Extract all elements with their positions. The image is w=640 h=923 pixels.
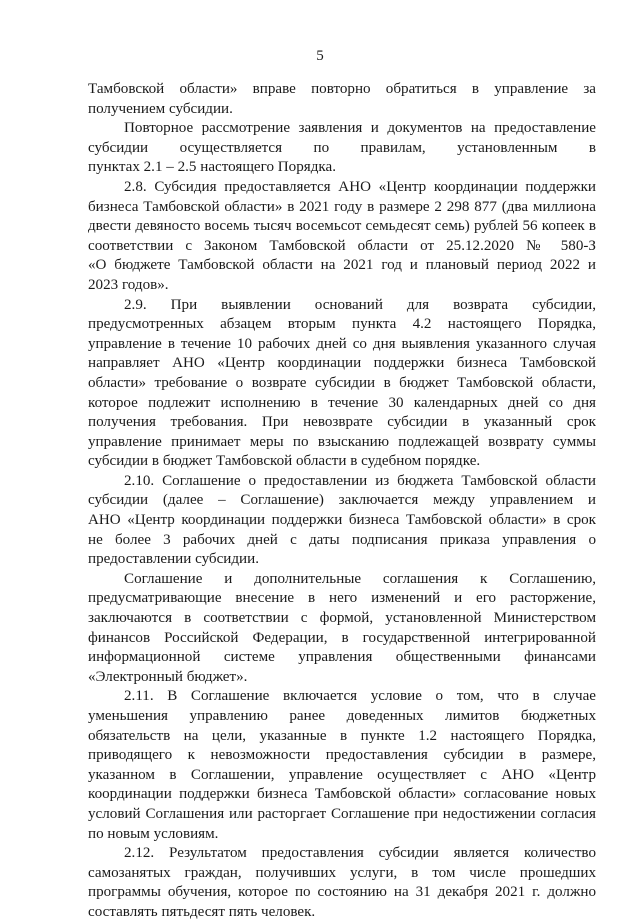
text-line: составлять пятьдесят пять человек. xyxy=(88,903,316,920)
text-line: которое подлежит исполнению в течение 30 календарных дней со дня xyxy=(88,394,596,411)
text-line: управление принимает меры по взысканию подлежащей возврату суммы xyxy=(88,433,596,450)
text-line: АНО «Центр координации поддержки бизнеса Тамбовской области» в срок xyxy=(88,512,596,529)
text-line: управление в течение 10 рабочих дней со дня выявления указанного случая xyxy=(88,335,596,352)
text-line: «О бюджете Тамбовской области на 2021 год и плановый период 2022 и xyxy=(88,257,596,274)
text-line: получением субсидии. xyxy=(88,100,233,117)
text-line: финансов Российской Федерации, в государственной интегрированной xyxy=(88,629,596,646)
text-line: уменьшения управлению ранее доведенных лимитов бюджетных xyxy=(88,708,596,724)
text-line: условий Соглашения или расторгает Соглашение при недостижении согласия xyxy=(88,805,596,822)
text-line: 2.11. В Соглашение включается условие о том, что в случае xyxy=(124,688,596,705)
text-line: бизнеса Тамбовской области» в 2021 году в размере 2 298 877 (два миллиона xyxy=(88,198,596,215)
text-line: 2.8. Субсидия предоставляется АНО «Центр координации поддержки xyxy=(124,178,596,195)
text-line: самозанятых граждан, получивших услуги, в том числе прошедших xyxy=(88,864,596,881)
text-line: получения требования. При невозврате субсидии в указанный срок xyxy=(88,414,596,431)
text-line: предусмотренных абзацем вторым пункта 4.2 настоящего Порядка, xyxy=(88,316,596,333)
text-line: предоставлении субсидии. xyxy=(88,551,259,568)
text-line: 2.10. Соглашение о предоставлении из бюджета Тамбовской области xyxy=(124,472,596,489)
text-line: предусматривающие внесение в него изменений и его расторжение, xyxy=(88,590,596,607)
text-line: субсидии осуществляется по правилам, установленным в xyxy=(88,139,596,156)
text-line: области» требование о возврате субсидии в бюджет Тамбовской области, xyxy=(88,374,596,391)
text-line: соответствии с Законом Тамбовской области от 25.12.2020 № 580-З xyxy=(88,237,596,254)
text-line: координации поддержки бизнеса Тамбовской области» согласование новых xyxy=(88,786,596,803)
text-line: программы обучения, которое по состоянию на 31 декабря 2021 г. должно xyxy=(88,884,596,901)
text-line: Соглашение и дополнительные соглашения к Соглашению, xyxy=(124,570,596,587)
text-line: пунктах 2.1 – 2.5 настоящего Порядка. xyxy=(88,159,336,176)
text-line: заключаются в соответствии с формой, установленной Министерством xyxy=(88,610,596,627)
text-line: субсидии в бюджет Тамбовской области в судебном порядке. xyxy=(88,453,481,470)
text-line: двести девяносто восемь тысяч восемьсот семьдесят семь) рублей 56 копеек в xyxy=(88,218,596,235)
document-body xyxy=(88,80,596,923)
text-line: приводящего к невозможности предоставления субсидии в размере, xyxy=(88,747,596,764)
text-line: «Электронный бюджет». xyxy=(88,668,248,685)
text-line: 2.12. Результатом предоставления субсидии является количество xyxy=(124,845,596,862)
text-line: обязательств на цели, указанные в пункте 1.2 настоящего Порядка, xyxy=(88,727,596,744)
text-line: не более 3 рабочих дней с даты подписания приказа управления о xyxy=(88,531,596,548)
text-line: Повторное рассмотрение заявления и документов на предоставление xyxy=(124,120,596,137)
text-line: 2023 годов». xyxy=(88,276,169,293)
page-number: 5 xyxy=(316,48,324,64)
text-line: информационной системе управления общественными финансами xyxy=(88,649,596,666)
text-line: по новым условиям. xyxy=(88,825,219,842)
text-line: Тамбовской области» вправе повторно обратиться в управление за xyxy=(88,81,596,97)
text-line: 2.9. При выявлении оснований для возврата субсидии, xyxy=(124,296,596,313)
text-line: субсидии (далее – Соглашение) заключается между управлением и xyxy=(88,492,596,509)
text-line: направляет АНО «Центр координации поддержки бизнеса Тамбовской xyxy=(88,355,596,372)
text-line: указанном в Соглашении, управление осуществляет с АНО «Центр xyxy=(88,766,596,783)
